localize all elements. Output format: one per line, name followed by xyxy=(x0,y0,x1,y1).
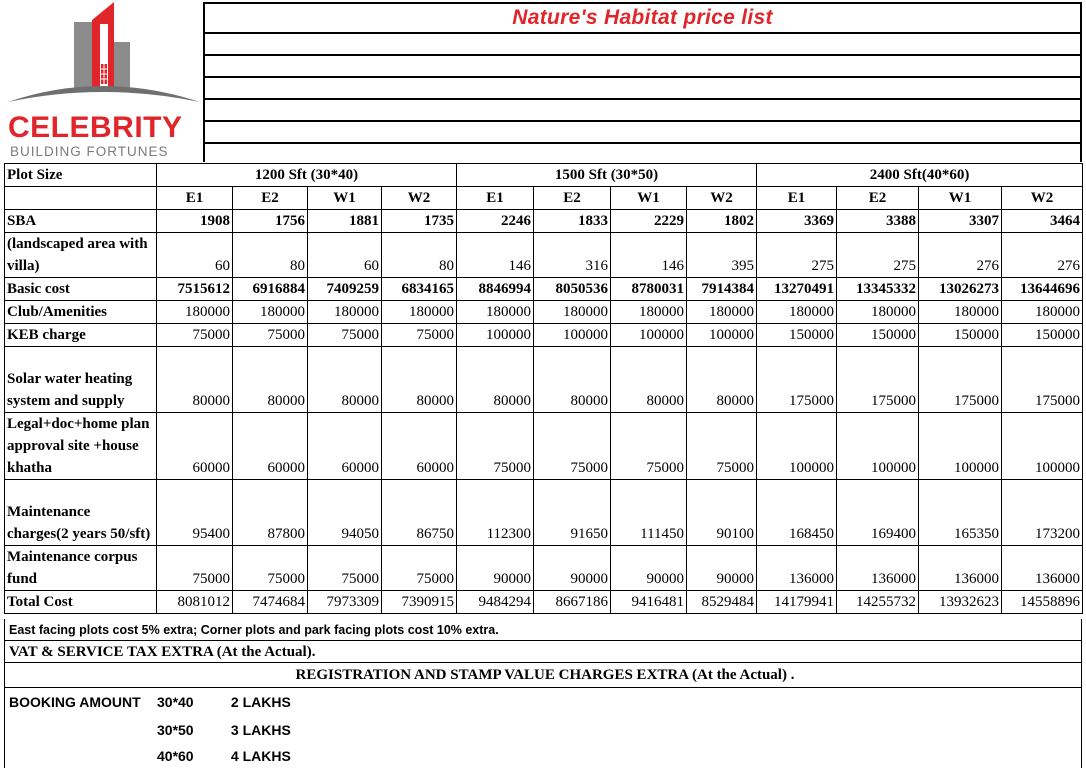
price-cell: 180000 xyxy=(687,301,757,324)
price-cell: 180000 xyxy=(157,301,233,324)
celebrity-logo xyxy=(4,2,200,162)
price-cell: 169400 xyxy=(837,480,919,546)
price-cell: 1881 xyxy=(308,210,382,233)
row-label: KEB charge xyxy=(5,324,157,347)
price-cell: 13345332 xyxy=(837,278,919,301)
plot-size-group: 1500 Sft (30*50) xyxy=(457,164,757,187)
price-cell: 168450 xyxy=(757,480,837,546)
price-cell: 100000 xyxy=(757,413,837,480)
page-title: Nature's Habitat price list xyxy=(512,6,773,29)
variant-header: E2 xyxy=(837,187,919,210)
price-table xyxy=(4,163,1083,614)
price-cell: 80000 xyxy=(534,347,611,413)
price-cell: 7515612 xyxy=(157,278,233,301)
price-cell: 276 xyxy=(1002,233,1083,278)
price-cell: 60 xyxy=(308,233,382,278)
price-cell: 180000 xyxy=(233,301,308,324)
variant-header: W1 xyxy=(611,187,687,210)
price-cell: 87800 xyxy=(233,480,308,546)
price-cell: 136000 xyxy=(837,546,919,591)
price-cell: 173200 xyxy=(1002,480,1083,546)
row-label: Total Cost xyxy=(5,591,157,614)
price-cell: 75000 xyxy=(308,546,382,591)
price-cell: 60000 xyxy=(233,413,308,480)
price-cell: 276 xyxy=(919,233,1002,278)
price-cell: 80000 xyxy=(308,347,382,413)
empty-cell xyxy=(5,187,157,210)
price-cell: 100000 xyxy=(1002,413,1083,480)
variant-header-row xyxy=(5,187,1083,210)
plot-size-header-row xyxy=(5,164,1083,187)
booking-size: 40*60 xyxy=(157,748,194,764)
price-cell: 14255732 xyxy=(837,591,919,614)
price-cell: 60 xyxy=(157,233,233,278)
price-cell: 75000 xyxy=(157,546,233,591)
price-cell: 150000 xyxy=(757,324,837,347)
price-cell: 7914384 xyxy=(687,278,757,301)
price-cell: 8529484 xyxy=(687,591,757,614)
price-cell: 100000 xyxy=(919,413,1002,480)
variant-header: W1 xyxy=(308,187,382,210)
price-cell: 1833 xyxy=(534,210,611,233)
price-cell: 7409259 xyxy=(308,278,382,301)
booking-size: 30*50 xyxy=(157,722,194,738)
price-cell: 80000 xyxy=(382,347,457,413)
price-cell: 13270491 xyxy=(757,278,837,301)
row-label: Basic cost xyxy=(5,278,157,301)
price-cell: 8846994 xyxy=(457,278,534,301)
price-cell: 13932623 xyxy=(919,591,1002,614)
price-cell: 13644696 xyxy=(1002,278,1083,301)
price-cell: 180000 xyxy=(919,301,1002,324)
price-cell: 180000 xyxy=(837,301,919,324)
booking-amount: 2 LAKHS xyxy=(230,694,291,710)
price-cell: 100000 xyxy=(837,413,919,480)
variant-header: W2 xyxy=(1002,187,1083,210)
price-cell: 180000 xyxy=(382,301,457,324)
price-cell: 80 xyxy=(233,233,308,278)
price-cell: 100000 xyxy=(534,324,611,347)
facing-note: East facing plots cost 5% extra; Corner plots and park facing plots cost 10% extra. xyxy=(4,619,1082,641)
price-cell: 180000 xyxy=(534,301,611,324)
price-cell: 75000 xyxy=(308,324,382,347)
table-row xyxy=(5,324,1083,347)
price-cell: 180000 xyxy=(611,301,687,324)
variant-header: E2 xyxy=(233,187,308,210)
price-cell: 80 xyxy=(382,233,457,278)
registration-note: REGISTRATION AND STAMP VALUE CHARGES EXTRA (At the Actual) . xyxy=(4,663,1082,688)
plot-size-label: Plot Size xyxy=(5,164,157,187)
price-cell: 395 xyxy=(687,233,757,278)
price-cell: 75000 xyxy=(457,413,534,480)
table-row xyxy=(5,347,1083,413)
price-cell: 75000 xyxy=(611,413,687,480)
price-cell: 60000 xyxy=(308,413,382,480)
table-row xyxy=(5,546,1083,591)
row-label: Solar water heating system and supply xyxy=(5,347,157,413)
table-row xyxy=(5,480,1083,546)
row-label: Legal+doc+home plan approval site +house khatha xyxy=(5,413,157,480)
price-cell: 100000 xyxy=(457,324,534,347)
booking-row xyxy=(157,694,291,710)
table-row xyxy=(5,413,1083,480)
brand-tagline: BUILDING FORTUNES xyxy=(10,144,169,159)
price-cell: 165350 xyxy=(919,480,1002,546)
price-cell: 7390915 xyxy=(382,591,457,614)
price-cell: 60000 xyxy=(382,413,457,480)
row-label: Maintenance corpus fund xyxy=(5,546,157,591)
booking-amount: 3 LAKHS xyxy=(230,722,291,738)
variant-header: E1 xyxy=(157,187,233,210)
booking-label: BOOKING AMOUNT xyxy=(9,694,141,710)
variant-header: W2 xyxy=(382,187,457,210)
price-cell: 60000 xyxy=(157,413,233,480)
price-cell: 9484294 xyxy=(457,591,534,614)
table-row xyxy=(5,233,1083,278)
price-cell: 1802 xyxy=(687,210,757,233)
variant-header: W1 xyxy=(919,187,1002,210)
price-cell: 275 xyxy=(837,233,919,278)
price-cell: 136000 xyxy=(757,546,837,591)
price-cell: 90000 xyxy=(687,546,757,591)
price-cell: 1756 xyxy=(233,210,308,233)
price-cell: 2246 xyxy=(457,210,534,233)
price-cell: 150000 xyxy=(837,324,919,347)
price-cell: 3369 xyxy=(757,210,837,233)
price-cell: 75000 xyxy=(382,324,457,347)
price-cell: 112300 xyxy=(457,480,534,546)
header-block xyxy=(203,2,1082,162)
price-cell: 8050536 xyxy=(534,278,611,301)
price-cell: 75000 xyxy=(233,546,308,591)
price-cell: 3464 xyxy=(1002,210,1083,233)
price-cell: 90100 xyxy=(687,480,757,546)
table-row xyxy=(5,591,1083,614)
price-cell: 6916884 xyxy=(233,278,308,301)
price-cell: 316 xyxy=(534,233,611,278)
price-cell: 1908 xyxy=(157,210,233,233)
variant-header: W2 xyxy=(687,187,757,210)
brand-name: CELEBRITY xyxy=(8,111,183,144)
price-cell: 95400 xyxy=(157,480,233,546)
price-cell: 175000 xyxy=(837,347,919,413)
price-cell: 150000 xyxy=(1002,324,1083,347)
price-cell: 1735 xyxy=(382,210,457,233)
price-cell: 2229 xyxy=(611,210,687,233)
variant-header: E1 xyxy=(757,187,837,210)
booking-row xyxy=(157,748,291,764)
price-cell: 7474684 xyxy=(233,591,308,614)
price-cell: 150000 xyxy=(919,324,1002,347)
plot-size-group: 1200 Sft (30*40) xyxy=(157,164,457,187)
booking-size: 30*40 xyxy=(157,694,194,710)
price-cell: 75000 xyxy=(382,546,457,591)
price-cell: 180000 xyxy=(1002,301,1083,324)
plot-size-group: 2400 Sft(40*60) xyxy=(757,164,1083,187)
price-cell: 100000 xyxy=(611,324,687,347)
vat-note: VAT & SERVICE TAX EXTRA (At the Actual). xyxy=(4,641,1082,663)
table-row xyxy=(5,301,1083,324)
row-label: (landscaped area with villa) xyxy=(5,233,157,278)
variant-header: E2 xyxy=(534,187,611,210)
price-cell: 175000 xyxy=(1002,347,1083,413)
price-cell: 80000 xyxy=(687,347,757,413)
price-cell: 111450 xyxy=(611,480,687,546)
price-cell: 80000 xyxy=(157,347,233,413)
price-cell: 75000 xyxy=(233,324,308,347)
table-row xyxy=(5,210,1083,233)
price-cell: 136000 xyxy=(919,546,1002,591)
price-cell: 75000 xyxy=(157,324,233,347)
price-cell: 75000 xyxy=(687,413,757,480)
price-cell: 7973309 xyxy=(308,591,382,614)
price-cell: 13026273 xyxy=(919,278,1002,301)
price-cell: 146 xyxy=(611,233,687,278)
price-cell: 175000 xyxy=(919,347,1002,413)
price-cell: 8081012 xyxy=(157,591,233,614)
price-cell: 6834165 xyxy=(382,278,457,301)
price-cell: 180000 xyxy=(457,301,534,324)
variant-header: E1 xyxy=(457,187,534,210)
row-label: Maintenance charges(2 years 50/sft) xyxy=(5,480,157,546)
price-cell: 75000 xyxy=(534,413,611,480)
price-cell: 180000 xyxy=(308,301,382,324)
price-cell: 136000 xyxy=(1002,546,1083,591)
price-cell: 91650 xyxy=(534,480,611,546)
booking-section xyxy=(4,688,1082,768)
price-cell: 90000 xyxy=(457,546,534,591)
price-cell: 90000 xyxy=(611,546,687,591)
price-cell: 146 xyxy=(457,233,534,278)
price-cell: 3388 xyxy=(837,210,919,233)
price-cell: 9416481 xyxy=(611,591,687,614)
row-label: Club/Amenities xyxy=(5,301,157,324)
booking-row xyxy=(157,722,291,738)
booking-amount: 4 LAKHS xyxy=(230,748,291,764)
price-cell: 86750 xyxy=(382,480,457,546)
price-cell: 8780031 xyxy=(611,278,687,301)
price-cell: 80000 xyxy=(233,347,308,413)
price-cell: 90000 xyxy=(534,546,611,591)
price-cell: 94050 xyxy=(308,480,382,546)
price-cell: 8667186 xyxy=(534,591,611,614)
building-logo-icon xyxy=(4,2,200,112)
price-cell: 80000 xyxy=(457,347,534,413)
price-cell: 3307 xyxy=(919,210,1002,233)
price-cell: 80000 xyxy=(611,347,687,413)
table-row xyxy=(5,278,1083,301)
price-cell: 14558896 xyxy=(1002,591,1083,614)
price-cell: 180000 xyxy=(757,301,837,324)
price-cell: 100000 xyxy=(687,324,757,347)
price-cell: 14179941 xyxy=(757,591,837,614)
price-cell: 175000 xyxy=(757,347,837,413)
price-cell: 275 xyxy=(757,233,837,278)
row-label: SBA xyxy=(5,210,157,233)
